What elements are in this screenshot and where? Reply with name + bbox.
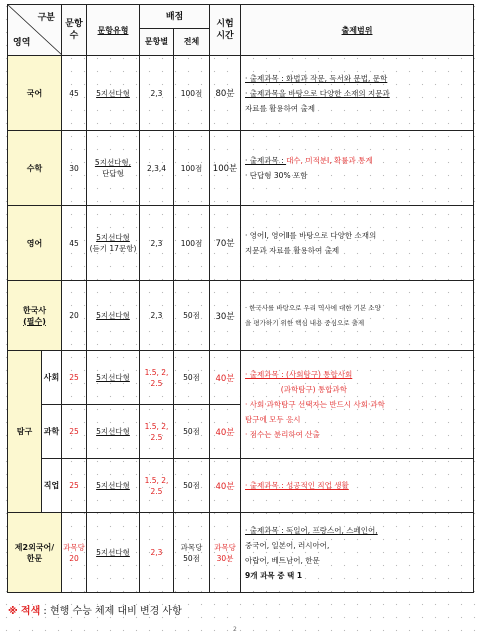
scope-korean-1: · 출제과목 : 화법과 작문, 독서와 문법, 문학	[245, 73, 388, 83]
scope-vocational-1: · 출제과목 : 성공적인 직업 생활	[245, 481, 349, 490]
type-math-1: 5지선다형,	[94, 158, 132, 167]
total-math: 100점	[174, 131, 210, 206]
type-social: 5지선다형	[87, 351, 140, 405]
area-inquiry: 탐구	[8, 351, 42, 513]
header-corner-top: 구분	[37, 13, 55, 23]
scope-second-language	[241, 513, 474, 593]
time-second-2: 30분	[216, 553, 234, 563]
type-english-1: 5지선다형	[96, 233, 130, 242]
per-item-math: 2,3,4	[140, 131, 174, 206]
footnote-mark: ※	[8, 606, 18, 617]
area-math: 수학	[8, 131, 62, 206]
header-question-type: 문항유형	[97, 25, 129, 35]
per-item-second-language: 2,3	[140, 513, 174, 593]
scope-inquiry-2: (과학탐구) 통합과학	[245, 385, 347, 394]
time-korean: 80분	[210, 56, 241, 131]
per-item-english: 2,3	[140, 206, 174, 281]
scope-english-1: · 영어Ⅰ, 영어Ⅱ를 바탕으로 다양한 소재의	[245, 231, 377, 240]
per-item-social: 1.5, 2, 2.5	[140, 351, 174, 405]
exam-structure-table	[7, 4, 474, 593]
scope-math-2: · 단답형 30% 포함	[245, 171, 308, 180]
area-second-1: 제2외국어/	[14, 542, 55, 552]
scope-history	[241, 281, 474, 351]
type-science: 5지선다형	[87, 405, 140, 459]
header-corner-bottom: 영역	[13, 38, 31, 48]
per-item-history: 2,3	[140, 281, 174, 351]
time-social: 40분	[210, 351, 241, 405]
count-korean: 45	[62, 56, 87, 131]
sub-social: 사회	[42, 351, 62, 405]
row-inquiry-vocational	[8, 459, 474, 513]
type-english-2: (듣기 17문항)	[89, 244, 137, 253]
scope-korean-3: 자료를 활용하여 출제	[245, 103, 315, 113]
count-second-2: 20	[69, 553, 79, 563]
per-item-vocational: 1.5, 2, 2.5	[140, 459, 174, 513]
area-english: 영어	[8, 206, 62, 281]
scope-second-1: · 출제과목 : 독일어, 프랑스어, 스페인어,	[245, 525, 378, 535]
header-question-count: 문항 수	[62, 5, 87, 56]
scope-history-2: 을 평가하기 위한 핵심 내용 중심으로 출제	[245, 318, 365, 327]
type-english	[87, 206, 140, 281]
scope-math	[241, 131, 474, 206]
scope-inquiry-sci	[241, 351, 474, 459]
scope-inquiry-4: 탐구에 모두 응시	[245, 415, 301, 424]
area-second-2: 한문	[26, 553, 43, 563]
type-history: 5지선다형	[87, 281, 140, 351]
time-history: 30분	[210, 281, 241, 351]
per-item-korean: 2,3	[140, 56, 174, 131]
count-math: 30	[62, 131, 87, 206]
scope-second-4: 9개 과목 중 택 1	[245, 570, 303, 580]
per-item-science: 1.5, 2, 2.5	[140, 405, 174, 459]
count-vocational: 25	[62, 459, 87, 513]
header-score-total: 전체	[174, 29, 210, 56]
total-second-1: 과목당	[180, 542, 203, 552]
scope-inquiry-1: · 출제과목 : (사회탐구) 통합사회	[245, 370, 353, 379]
area-history	[8, 281, 62, 351]
scope-vocational	[241, 459, 474, 513]
total-second-language	[174, 513, 210, 593]
time-second-1: 과목당	[214, 542, 236, 552]
row-english	[8, 206, 474, 281]
row-second-language	[8, 513, 474, 593]
time-english: 70분	[210, 206, 241, 281]
count-second-1: 과목당	[63, 542, 85, 552]
total-history: 50점	[174, 281, 210, 351]
type-math	[87, 131, 140, 206]
area-history-1: 한국사	[22, 305, 47, 315]
scope-korean-2: · 출제과목을 바탕으로 다양한 소재의 지문과	[245, 88, 390, 98]
count-history: 20	[62, 281, 87, 351]
total-social: 50점	[174, 351, 210, 405]
total-korean: 100점	[174, 56, 210, 131]
total-english: 100점	[174, 206, 210, 281]
header-score-per-item: 문항별	[140, 29, 174, 56]
count-english: 45	[62, 206, 87, 281]
type-second-language: 5지선다형	[87, 513, 140, 593]
sub-vocational: 직업	[42, 459, 62, 513]
sub-science: 과학	[42, 405, 62, 459]
area-history-2: (필수)	[23, 316, 46, 326]
type-math-2: 단답형	[102, 169, 124, 178]
scope-second-2: 중국어, 일본어, 러시아어,	[245, 540, 330, 550]
row-history	[8, 281, 474, 351]
scope-math-red: 대수, 미적분Ⅰ, 확률과 통계	[286, 156, 373, 165]
count-science: 25	[62, 405, 87, 459]
type-korean: 5지선다형	[87, 56, 140, 131]
time-math: 100분	[210, 131, 241, 206]
count-second-language	[62, 513, 87, 593]
row-math	[8, 131, 474, 206]
time-science: 40분	[210, 405, 241, 459]
total-vocational: 50점	[174, 459, 210, 513]
footnote	[8, 602, 182, 617]
footnote-text: : 현행 수능 체제 대비 변경 사항	[40, 606, 182, 617]
scope-second-3: 아랍어, 베트남어, 한문	[245, 555, 320, 565]
scope-inquiry-3: · 사회·과학탐구 선택자는 반드시 사회·과학	[245, 400, 385, 409]
time-vocational: 40분	[210, 459, 241, 513]
exam-table-sheet	[4, 4, 474, 593]
scope-history-1: · 한국사를 바탕으로 우리 역사에 대한 기본 소양	[245, 303, 381, 312]
scope-english-2: 지문과 자료를 활용하여 출제	[245, 246, 340, 255]
row-korean	[8, 56, 474, 131]
count-social: 25	[62, 351, 87, 405]
area-second-language	[8, 513, 62, 593]
header-score: 배점	[140, 5, 210, 29]
header-corner-cell	[8, 5, 62, 56]
type-vocational: 5지선다형	[87, 459, 140, 513]
total-science: 50점	[174, 405, 210, 459]
time-second-language	[210, 513, 241, 593]
row-inquiry-social	[8, 351, 474, 405]
scope-math-prefix: · 출제과목 :	[245, 156, 287, 165]
page-number: 2	[233, 626, 237, 633]
header-scope: 출제범위	[341, 25, 373, 35]
header-test-time: 시험 시간	[210, 5, 241, 56]
footnote-keyword: 적색	[20, 606, 41, 617]
area-korean: 국어	[8, 56, 62, 131]
scope-korean	[241, 56, 474, 131]
scope-inquiry-5: · 점수는 분리하여 산출	[245, 430, 320, 439]
total-second-2: 50점	[183, 553, 200, 563]
scope-english	[241, 206, 474, 281]
